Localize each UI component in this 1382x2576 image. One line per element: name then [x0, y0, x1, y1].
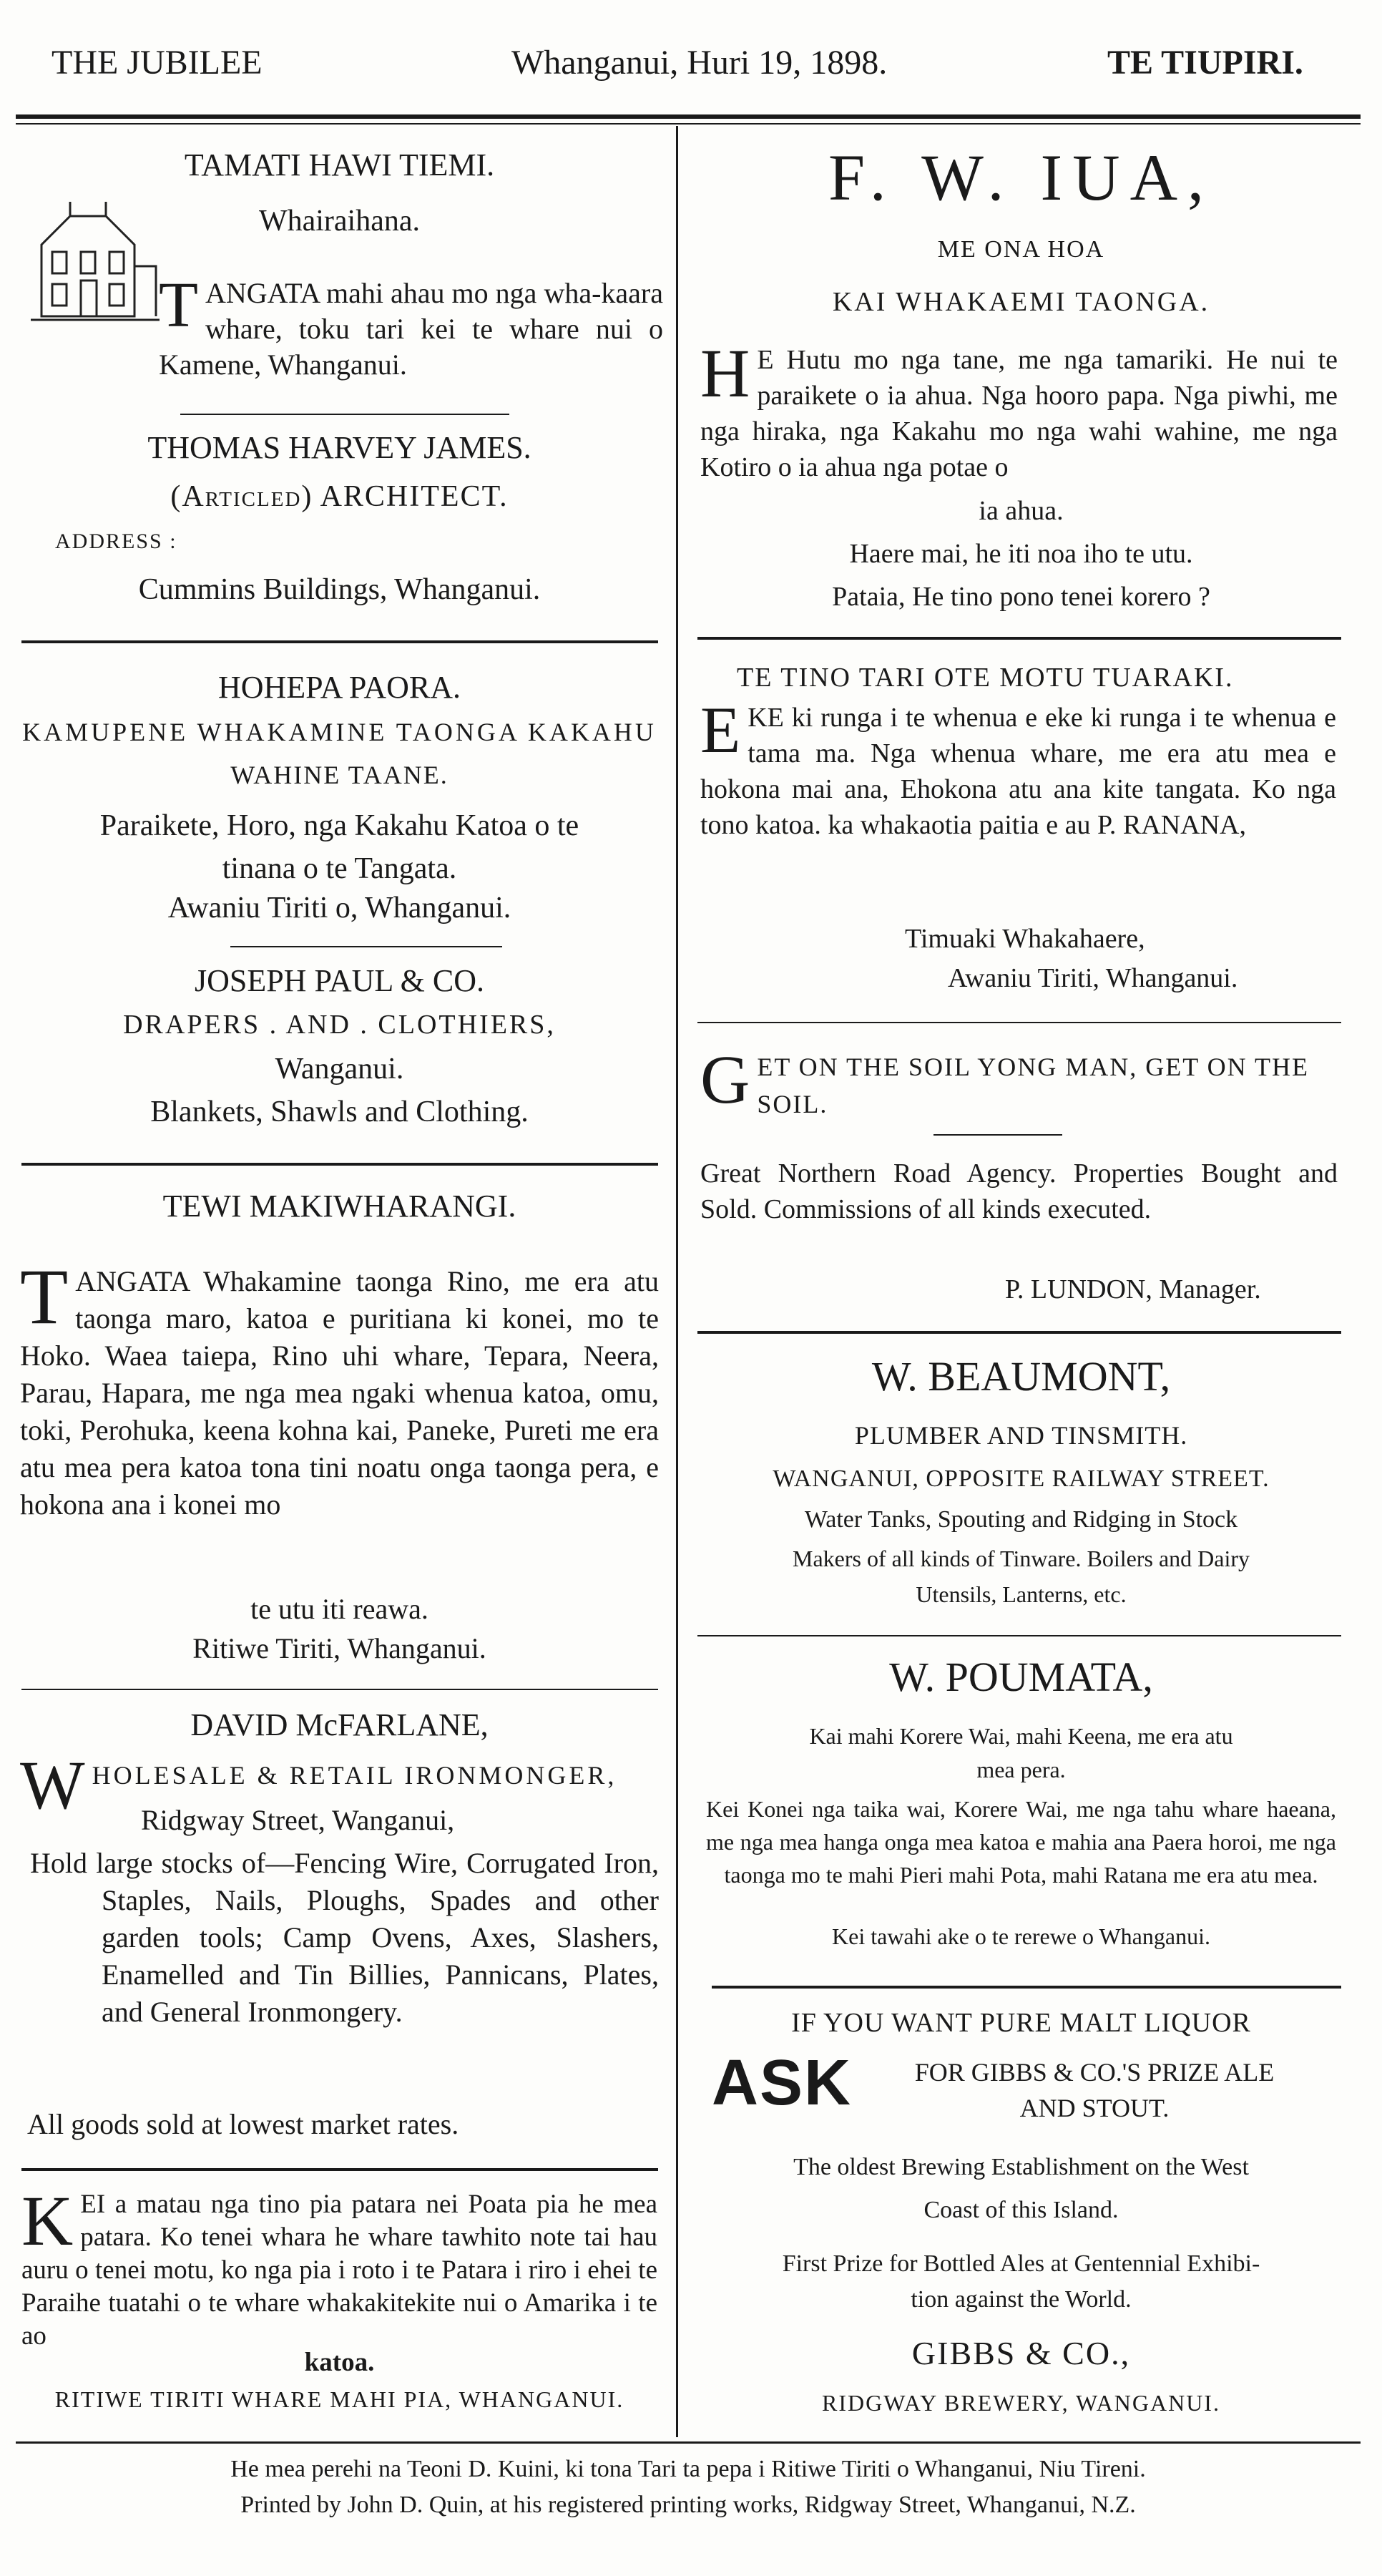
mcfarlane-dropcap: W: [20, 1747, 85, 1823]
beaumont-line3: Utensils, Lanterns, etc.: [916, 1581, 1127, 1607]
gibbs-ask-line2: AND STOUT.: [1019, 2094, 1170, 2122]
iua-dropcap: H: [700, 335, 750, 411]
tiemi-body-text: ANGATA mahi ahau mo nga wha-kaara whare, toku tari kei te whare nui o Kamene, Whanganui.: [159, 277, 663, 381]
gibbs-ask: ASK: [712, 2047, 853, 2119]
iua-rule: [697, 637, 1341, 640]
pia-footer: RITIWE TIRITI WHARE MAHI PIA, WHANGANUI.: [54, 2386, 624, 2412]
makiwharangi-dropcap: T: [20, 1253, 69, 1340]
gibbs-desc2: Coast of this Island.: [923, 2197, 1119, 2223]
agency-manager: P. LUNDON, Manager.: [1005, 1274, 1261, 1304]
iua-line-a: Haere mai, he iti noa iho te utu.: [849, 539, 1193, 569]
paora-line3: Paraikete, Horo, nga Kakahu Katoa o te: [99, 809, 579, 842]
james-name: THOMAS HARVEY JAMES.: [147, 430, 531, 465]
gibbs-ask-line1: FOR GIBBS & CO.'S PRIZE ALE: [914, 2058, 1275, 2087]
iua-line-end: ia ahua.: [979, 496, 1064, 526]
left-column: [16, 0, 663, 2440]
iua-body: [697, 335, 1345, 485]
masthead-right: TE TIUPIRI.: [1107, 44, 1303, 82]
paora-line4: tinana o te Tangata.: [222, 852, 457, 885]
james-address-label: ADDRESS :: [55, 530, 177, 553]
makiwharangi-address: Ritiwe Tiriti, Whanganui.: [192, 1632, 486, 1664]
makiwharangi-rule: [21, 1689, 658, 1690]
iua-name: F. W. IUA,: [828, 141, 1215, 214]
tari-body: [697, 693, 1345, 843]
poumata-closing: Kei tawahi ake o te rerewe o Whanganui.: [832, 1923, 1210, 1949]
paul-line2: Wanganui.: [275, 1053, 404, 1085]
gibbs-brewery: RIDGWAY BREWERY, WANGANUI.: [822, 2390, 1220, 2416]
footer-line2: Printed by John D. Quin, at his registered printing works, Ridgway Street, Whanganui, N.Z.: [240, 2492, 1136, 2518]
beaumont-name: W. BEAUMONT,: [871, 1353, 1171, 1400]
james-rule: [21, 640, 658, 643]
paul-rule: [21, 1163, 658, 1166]
paul-line3: Blankets, Shawls and Clothing.: [150, 1096, 529, 1128]
footer-line1: He mea perehi na Teoni D. Kuini, ki tona Tari ta pepa i Ritiwe Tiriti o Whanganui, Niu Tireni.: [230, 2456, 1146, 2482]
poumata-line1: Kai mahi Korere Wai, mahi Keena, me era atu: [809, 1723, 1233, 1749]
iua-sub1: ME ONA HOA: [937, 236, 1105, 263]
soil-line2: SOIL.: [757, 1090, 828, 1118]
mcfarlane-body: Hold large stocks of—Fencing Wire, Corrugated Iron, Staples, Nails, Ploughs, Spades and other garden tools; Camp Ovens, Axes, Slashers, Enamelled and Tin Billies, Pannicans, Plates, and General Ironmongery.: [30, 1847, 659, 2028]
column-divider: [676, 126, 678, 2437]
makiwharangi-body: [16, 1253, 663, 1523]
mcfarlane-name: DAVID McFARLANE,: [190, 1707, 489, 1742]
james-address: Cummins Buildings, Whanganui.: [138, 573, 541, 606]
poumata-name: W. POUMATA,: [889, 1654, 1153, 1700]
mcfarlane-rule: [21, 2168, 658, 2171]
masthead-left: THE JUBILEE: [52, 44, 263, 82]
pia-dropcap: K: [21, 2181, 74, 2260]
soil-dropcap: G: [700, 1041, 750, 1118]
pia-body-text: EI a matau nga tino pia patara nei Poata pia he mea patara. Ko tenei whara he whare tawhito note tai hau auru o tenei motu, ko nga pia i roto i te Patara i riro i ehei te Paraihe tuatahi o te whare whakakitekite nui o Amarika i te ao: [21, 2190, 657, 2351]
mcfarlane-title-text: HOLESALE & RETAIL IRONMONGER,: [92, 1761, 617, 1790]
beaumont-address: WANGANUI, OPPOSITE RAILWAY STREET.: [773, 1465, 1270, 1492]
james-role: (Articled) ARCHITECT.: [170, 480, 509, 513]
makiwharangi-body-text: ANGATA Whakamine taonga Rino, me era atu taonga maro, katoa e puritiana ki konei, mo te Hoko. Waea taiepa, Rino uhi whare, Tepara, Neera, Parau, Hapara, me nga mea ngaki whenua katoa, omu, toki, Perohuka, keena kohna kai, Paneke, Pureti me era atu mea pera katoa tona tini noatu onga taonga pera, e hokona ana i konei mo: [20, 1265, 659, 1521]
tiemi-name: TAMATI HAWI TIEMI.: [184, 147, 495, 182]
soil-line1: ET ON THE SOIL YONG MAN, GET ON THE: [757, 1053, 1309, 1081]
paora-line5: Awaniu Tiriti o, Whanganui.: [167, 892, 511, 924]
beaumont-rule: [697, 1635, 1341, 1636]
beaumont-line2: Makers of all kinds of Tinware. Boilers and Dairy: [792, 1546, 1250, 1571]
agency-rule: [697, 1331, 1341, 1334]
poumata-body: Kei Konei nga taika wai, Korere Wai, me nga tahu whare haeana, me nga mea hanga onga mea katoa e mahia ana Paera horoi, me nga taonga mo te mahi Pieri mahi Pota, mahi Ratana me era atu mea.: [706, 1796, 1336, 1888]
poumata-line2: mea pera.: [976, 1757, 1066, 1782]
makiwharangi-line-end: te utu iti reawa.: [250, 1593, 428, 1625]
tari-sign1: Timuaki Whakahaere,: [905, 924, 1145, 954]
gibbs-name: GIBBS & CO.,: [911, 2335, 1131, 2371]
masthead-center: Whanganui, Huri 19, 1898.: [511, 44, 888, 82]
tari-dropcap: E: [700, 693, 741, 766]
pia-body: [16, 2181, 663, 2353]
paora-line2: WAHINE TAANE.: [230, 761, 449, 789]
mcfarlane-street: Ridgway Street, Wanganui,: [141, 1804, 455, 1836]
right-column: [697, 0, 1345, 2440]
gibbs-desc1: The oldest Brewing Establishment on the West: [793, 2154, 1249, 2180]
pia-line-end: katoa.: [304, 2348, 375, 2377]
tari-rule: [697, 1022, 1341, 1023]
paul-name: JOSEPH PAUL & CO.: [194, 963, 485, 998]
tiemi-body: [16, 270, 663, 383]
gibbs-prize2: tion against the World.: [911, 2286, 1132, 2313]
paul-line1: DRAPERS . AND . CLOTHIERS,: [123, 1010, 556, 1040]
makiwharangi-name: TEWI MAKIWHARANGI.: [162, 1189, 516, 1224]
soil-rule: [933, 1134, 1062, 1136]
mcfarlane-closing: All goods sold at lowest market rates.: [27, 2108, 459, 2140]
tiemi-dropcap: T: [159, 270, 198, 341]
iua-body-text: E Hutu mo nga tane, me nga tamariki. He nui te paraikete o ia ahua. Nga hooro papa. Nga piwhi, me nga hiraka, nga Kakahu mo nga wahi wahine, me nga Kotiro o ia ahua nga potae o: [700, 345, 1338, 482]
paora-rule: [230, 946, 502, 947]
tari-sign2: Awaniu Tiriti, Whanganui.: [948, 963, 1238, 993]
poumata-rule: [712, 1986, 1341, 1989]
tiemi-subtitle: Whairaihana.: [258, 205, 421, 238]
soil-block: [697, 1041, 1345, 1123]
gibbs-prize1: First Prize for Bottled Ales at Gentennial Exhibi-: [782, 2250, 1260, 2277]
footer-rule: [16, 2441, 1361, 2444]
paora-name: HOHEPA PAORA.: [217, 670, 461, 705]
tiemi-rule: [180, 414, 509, 415]
beaumont-line1: Water Tanks, Spouting and Ridging in Stock: [804, 1506, 1238, 1533]
iua-sub2: KAI WHAKAEMI TAONGA.: [832, 287, 1210, 317]
paora-line1: KAMUPENE WHAKAMINE TAONGA KAKAHU: [22, 718, 657, 746]
agency-body: Great Northern Road Agency. Properties Bought and Sold. Commissions of all kinds executed.: [700, 1158, 1338, 1224]
tari-heading: TE TINO TARI OTE MOTU TUARAKI.: [737, 663, 1234, 693]
gibbs-line1: IF YOU WANT PURE MALT LIQUOR: [791, 2008, 1251, 2038]
beaumont-trade: PLUMBER AND TINSMITH.: [854, 1421, 1188, 1450]
tari-body-text: KE ki runga i te whenua e eke ki runga i te whenua e tama ma. Nga whenua whare, me era atu mea e hokona mai ana, Ehokona atu ana kite tangata. Ko nga tono katoa. ka whakaotia paitia e au P. RANANA,: [700, 703, 1336, 840]
iua-line-b: Pataia, He tino pono tenei korero ?: [832, 582, 1210, 612]
